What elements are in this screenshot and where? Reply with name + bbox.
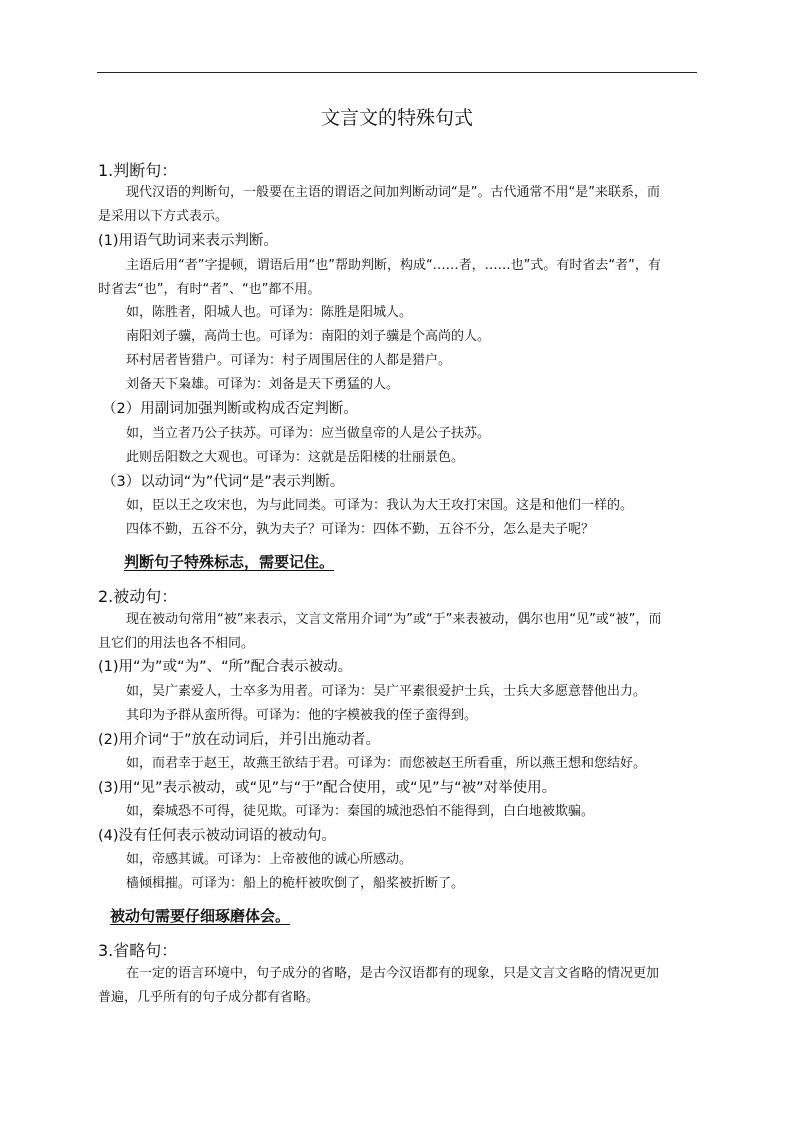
example-line: 此则岳阳数之大观也。可译为：这就是岳阳楼的壮丽景色。 bbox=[126, 450, 465, 465]
subsection-label: (1)用“为”或“为”、“所”配合表示被动。 bbox=[98, 659, 353, 675]
subsection-label: (1)用语气助词来表示判断。 bbox=[98, 233, 279, 249]
paragraph-line: 在一定的语言环境中，句子成分的省略，是古今汉语都有的现象，只是文言文省略的情况更加 bbox=[126, 966, 660, 981]
subsection-label: (3)用“见”表示被动，或“见”与“于”配合使用，或“见”与“被”对举使用。 bbox=[98, 780, 557, 796]
example-line: 环村居者皆猎户。可译为：村子周围居住的人都是猎户。 bbox=[126, 353, 452, 368]
example-line: 樯倾楫摧。可译为：船上的桅杆被吹倒了，船桨被折断了。 bbox=[126, 876, 465, 891]
paragraph-line: 主语后用“者”字提顿，谓语后用“也”帮助判断，构成“……者，……也”式。有时省去“者”，有 bbox=[126, 258, 661, 273]
section-heading: 1.判断句： bbox=[98, 161, 178, 180]
example-line: 如，吴广素爱人，士卒多为用者。可译为：吴广平素很爱护士兵，士兵大多愿意替他出力。 bbox=[126, 684, 647, 699]
key-note: 判断句子特殊标志，需要记住。 bbox=[124, 553, 335, 571]
subsection-label: (4)没有任何表示被动词语的被动句。 bbox=[98, 828, 337, 844]
section-heading: 2.被动句： bbox=[98, 587, 178, 606]
example-line: 如，而君幸于赵王，故燕王欲结于君。可译为：而您被赵王所看重，所以燕王想和您结好。 bbox=[126, 756, 647, 771]
subsection-label: （3）以动词“为”代词“是”表示判断。 bbox=[102, 474, 345, 490]
example-line: 如，当立者乃公子扶苏。可译为：应当做皇帝的人是公子扶苏。 bbox=[126, 426, 491, 441]
paragraph-line: 是采用以下方式表示。 bbox=[98, 209, 229, 224]
paragraph-line: 现在被动句常用“被”来表示，文言文常用介词“为”或“于”来表被动，偶尔也用“见”或“被”，而 bbox=[126, 612, 662, 627]
subsection-label: （2）用副词加强判断或构成否定判断。 bbox=[102, 401, 358, 417]
page-title: 文言文的特殊句式 bbox=[320, 107, 473, 129]
paragraph-line: 普遍，几乎所有的句子成分都有省略。 bbox=[98, 990, 320, 1005]
example-line: 刘备天下枭雄。可译为：刘备是天下勇猛的人。 bbox=[126, 377, 400, 392]
paragraph-line: 且它们的用法也各不相同。 bbox=[98, 636, 255, 651]
example-line: 如，陈胜者，阳城人也。可译为：陈胜是阳城人。 bbox=[126, 305, 413, 320]
example-line: 如，秦城恐不可得，徒见欺。可译为：秦国的城池恐怕不能得到，白白地被欺骗。 bbox=[126, 804, 595, 819]
key-note: 被动句需要仔细琢磨体会。 bbox=[110, 907, 291, 925]
example-line: 其印为予群从蛮所得。可译为：他的字模被我的侄子蛮得到。 bbox=[126, 708, 478, 723]
header-rule bbox=[97, 72, 697, 73]
section-heading: 3.省略句： bbox=[98, 941, 178, 960]
paragraph-line: 现代汉语的判断句，一般要在主语的谓语之间加判断动词“是”。古代通常不用“是”来联系，而 bbox=[126, 185, 660, 200]
example-line: 如，臣以王之攻宋也，为与此同类。可译为：我认为大王攻打宋国。这是和他们一样的。 bbox=[126, 498, 634, 513]
paragraph-line: 时省去“也”，有时“者”、“也”都不用。 bbox=[98, 282, 321, 297]
subsection-label: (2)用介词“于”放在动词后，并引出施动者。 bbox=[98, 732, 381, 748]
example-line: 四体不勤，五谷不分，孰为夫子？可译为：四体不勤，五谷不分，怎么是夫子呢？ bbox=[126, 522, 595, 537]
example-line: 如，帝感其诚。可译为：上帝被他的诚心所感动。 bbox=[126, 852, 413, 867]
example-line: 南阳刘子骥，高尚士也。可译为：南阳的刘子骥是个高尚的人。 bbox=[126, 329, 491, 344]
